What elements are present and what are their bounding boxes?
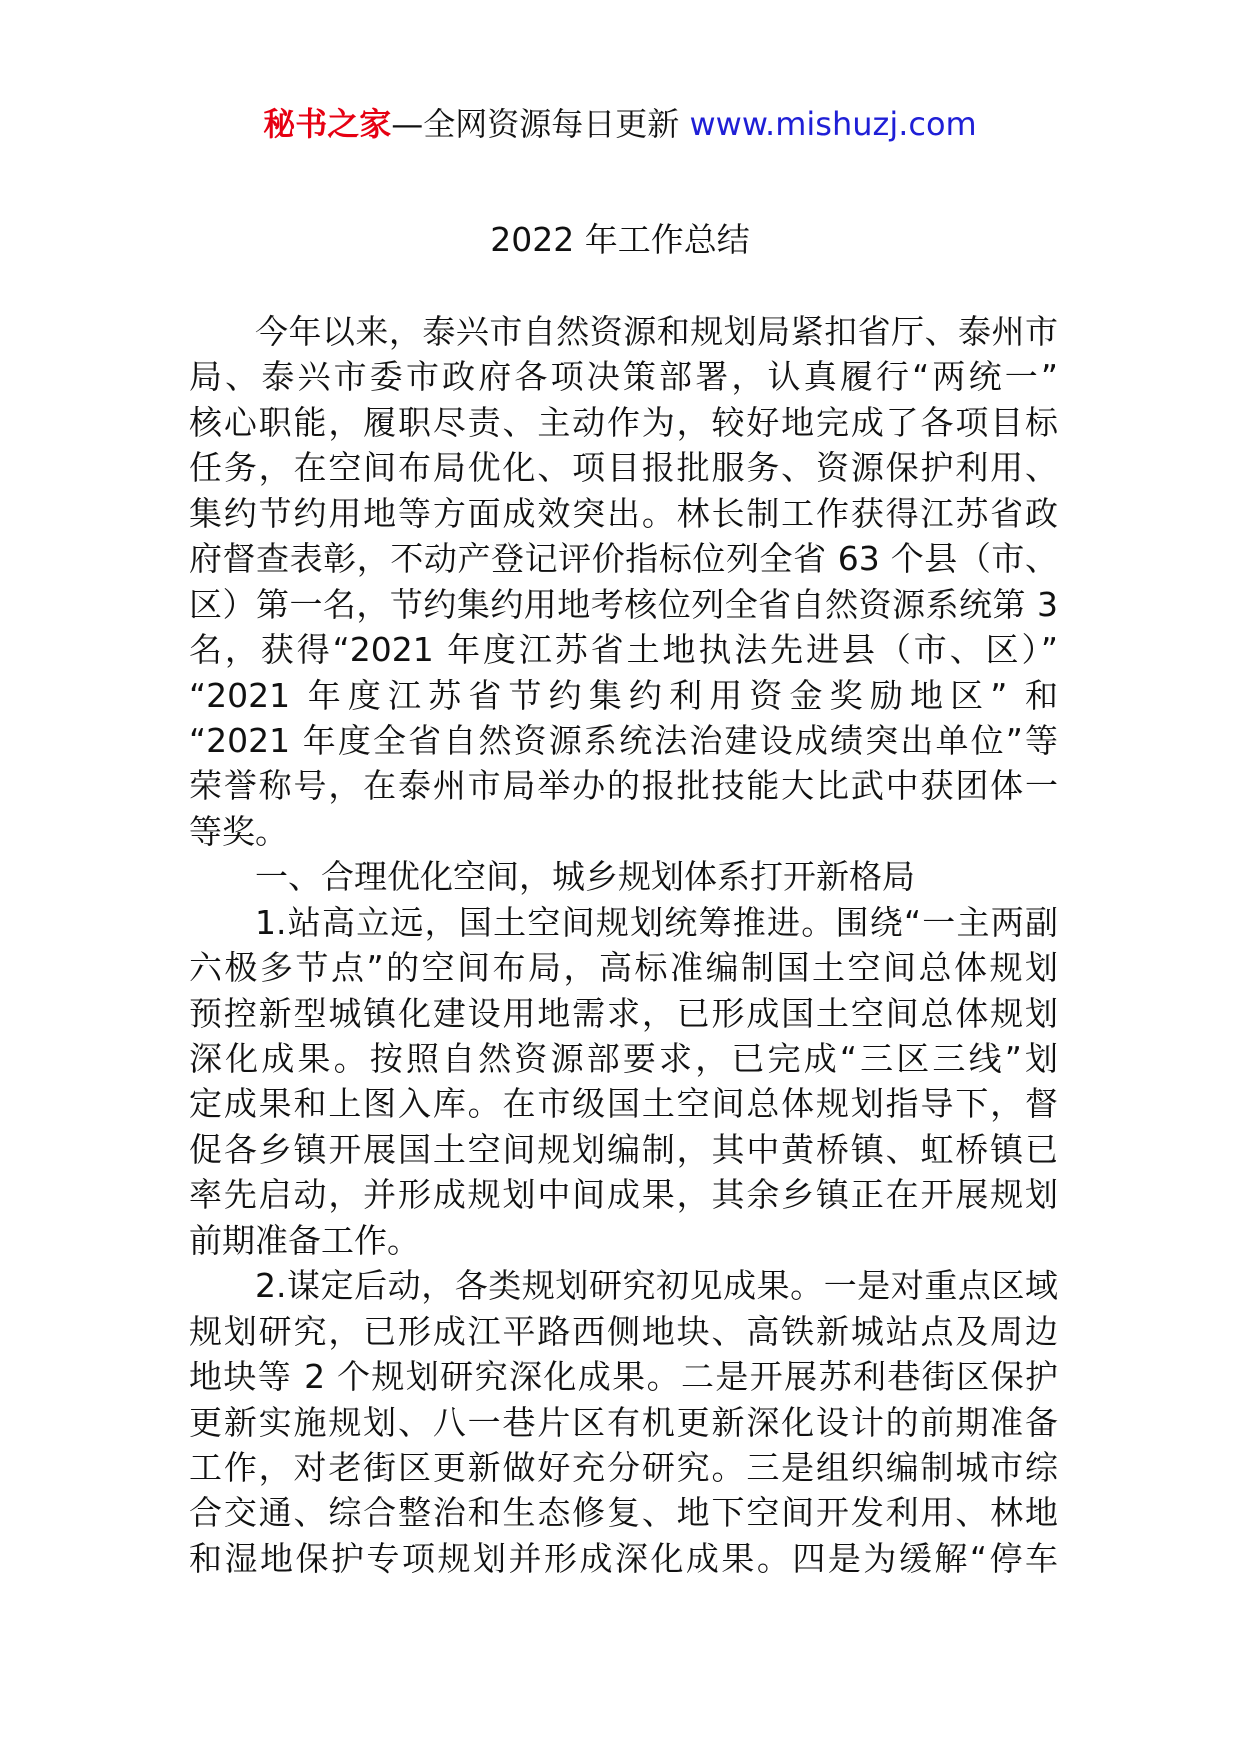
text-line: 率先启动，并形成规划中间成果，其余乡镇正在开展规划 [189, 1175, 1058, 1215]
text-line: 规划研究，已形成江平路西侧地块、高铁新城站点及周边 [189, 1311, 1058, 1351]
text-line: 荣誉称号，在泰州市局举办的报批技能大比武中获团体一 [189, 766, 1058, 806]
text-line: 更新实施规划、八一巷片区有机更新深化设计的前期准备 [189, 1402, 1058, 1442]
text-line: “2021 年度江苏省节约集约利用资金奖励地区” 和 [189, 675, 1058, 715]
text-line: 深化成果。按照自然资源部要求，已完成“三区三线”划 [189, 1039, 1058, 1078]
text-line: 合交通、综合整治和生态修复、地下空间开发利用、林地 [189, 1493, 1058, 1533]
header-tagline: —全网资源每日更新 [391, 105, 680, 143]
document-body [189, 309, 1058, 1581]
text-line: 府督查表彰，不动产登记评价指标位列全省 63 个县（市、 [189, 539, 1058, 579]
text-line: 今年以来，泰兴市自然资源和规划局紧扣省厅、泰州市 [255, 312, 1058, 351]
text-line: 名，获得“2021 年度江苏省土地执法先进县（市、区）” [189, 630, 1058, 670]
text-line: 六极多节点”的空间布局，高标准编制国土空间总体规划 [189, 948, 1058, 988]
section-heading: 一、合理优化空间，城乡规划体系打开新格局 [255, 857, 915, 897]
text-line: 1.站高立远，国土空间规划统筹推进。围绕“一主两副 [255, 902, 1058, 942]
text-line: 地块等 2 个规划研究深化成果。二是开展苏利巷街区保护 [189, 1357, 1058, 1397]
header-url: www.mishuzj.com [689, 105, 977, 143]
text-line: 定成果和上图入库。在市级国土空间总体规划指导下，督 [189, 1084, 1058, 1124]
text-line: 前期准备工作。 [189, 1220, 420, 1260]
text-line: 任务，在空间布局优化、项目报批服务、资源保护利用、 [189, 448, 1058, 488]
text-line: 局、泰兴市委市政府各项决策部署，认真履行“两统一” [189, 357, 1058, 397]
text-line: 工作，对老街区更新做好充分研究。三是组织编制城市综 [189, 1447, 1058, 1487]
paragraph-item-2 [189, 1263, 1058, 1581]
text-line: 预控新型城镇化建设用地需求，已形成国土空间总体规划 [189, 993, 1058, 1033]
text-line: 集约节约用地等方面成效突出。林长制工作获得江苏省政 [189, 493, 1058, 533]
text-line: “2021 年度全省自然资源系统法治建设成绩突出单位”等 [189, 720, 1058, 760]
text-line: 等奖。 [189, 811, 288, 851]
paragraph-item-1 [189, 900, 1058, 1264]
text-line: 和湿地保护专项规划并形成深化成果。四是为缓解“停车 [189, 1538, 1058, 1578]
text-line: 2.谋定后动，各类规划研究初见成果。一是对重点区域 [255, 1266, 1058, 1306]
text-line: 促各乡镇开展国土空间规划编制，其中黄桥镇、虹桥镇已 [189, 1129, 1058, 1169]
document-title: 2022 年工作总结 [490, 220, 750, 259]
text-line: 区）第一名，节约集约用地考核位列全省自然资源系统第 3 [189, 584, 1058, 624]
text-line: 核心职能，履职尽责、主动作为，较好地完成了各项目标 [189, 402, 1058, 442]
page-header [0, 104, 1240, 144]
paragraph-intro [189, 309, 1058, 854]
brand-name: 秘书之家 [263, 105, 392, 143]
